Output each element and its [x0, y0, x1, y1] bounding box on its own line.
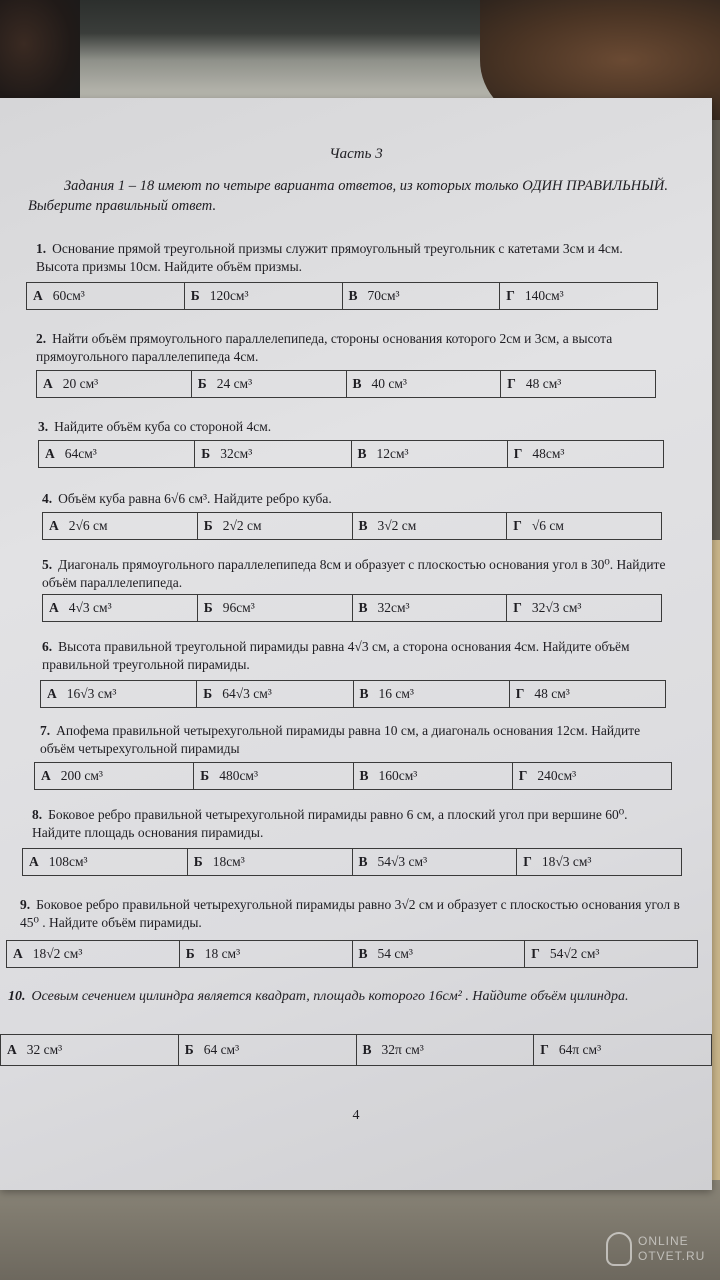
answer-option-v[interactable]: В 160см³	[354, 763, 513, 789]
question-text: Осевым сечением цилиндра является квадрат, площадь которого 16см² . Найдите объём цилиндра.	[31, 989, 629, 1004]
worksheet-page	[0, 98, 712, 1190]
answer-option-a[interactable]: А 18√2 см³	[7, 941, 180, 967]
answer-option-v[interactable]: В 70см³	[343, 283, 501, 309]
answer-row-3	[38, 440, 664, 468]
answer-option-g[interactable]: Г 240см³	[518, 768, 577, 783]
answer-option-a[interactable]: А 20 см³	[37, 371, 192, 397]
question-number: 6.	[42, 639, 53, 654]
answer-option-b[interactable]: Б 18 см³	[180, 941, 353, 967]
answer-option-v[interactable]: В 12см³	[352, 441, 508, 467]
answer-option-b[interactable]: Б 480см³	[194, 763, 353, 789]
answer-option-b[interactable]: Б 32см³	[195, 441, 351, 467]
question-10	[8, 988, 702, 1006]
answer-option-b[interactable]: Б 120см³	[185, 283, 343, 309]
answer-row-1	[26, 282, 658, 310]
question-number: 1.	[36, 241, 47, 256]
answer-option-b[interactable]: Б 24 см³	[192, 371, 347, 397]
question-text: Боковое ребро правильной четырехугольной пирамиды равно 3√2 см и образует с плоскостью основания угол в 45⁰ . Найдите объём пирамиды.	[20, 897, 680, 930]
answer-option-g[interactable]: Г 54√2 см³	[531, 946, 600, 961]
answer-option-g[interactable]: Г 48см³	[513, 446, 565, 461]
background-person-left	[0, 0, 80, 110]
question-text: Основание прямой треугольной призмы служит прямоугольный треугольник с катетами 3см и 4см. Высота призмы 10см. Найдите объём призмы.	[36, 241, 623, 274]
answer-option-a[interactable]: А 2√6 см	[43, 513, 198, 539]
answer-row-5	[42, 594, 662, 622]
answer-row-7	[34, 762, 672, 790]
question-6	[42, 638, 672, 674]
question-number: 3.	[38, 419, 49, 434]
answer-option-v[interactable]: В 3√2 см	[353, 513, 508, 539]
question-5	[42, 556, 666, 592]
answer-row-10	[0, 1034, 712, 1066]
answer-row-9	[6, 940, 698, 968]
answer-option-b[interactable]: Б 64 см³	[179, 1035, 357, 1065]
question-3	[38, 418, 668, 436]
question-7	[40, 722, 670, 758]
question-number: 7.	[40, 723, 51, 738]
answer-option-g[interactable]: Г √6 см	[513, 518, 564, 533]
answer-row-2	[36, 370, 656, 398]
answer-option-b[interactable]: Б 2√2 см	[198, 513, 353, 539]
question-text: Диагональ прямоугольного параллелепипеда 8см и образует с плоскостью основания угол в 30⁰. Найдите объём параллелепипеда.	[42, 557, 666, 590]
answer-option-a[interactable]: А 32 см³	[1, 1035, 179, 1065]
answer-option-g[interactable]: Г 18√3 см³	[523, 854, 592, 869]
answer-option-v[interactable]: В 54 см³	[353, 941, 526, 967]
question-8	[32, 806, 670, 842]
question-text: Высота правильной треугольной пирамиды равна 4√3 см, а сторона основания 4см. Найдите объём правильной треугольной пирамиды.	[42, 639, 630, 672]
question-number: 10.	[8, 989, 26, 1004]
answer-option-v[interactable]: В 32π см³	[357, 1035, 535, 1065]
watermark	[606, 1224, 716, 1274]
answer-option-a[interactable]: А 60см³	[27, 283, 185, 309]
question-number: 9.	[20, 897, 31, 912]
answer-option-b[interactable]: Б 96см³	[198, 595, 353, 621]
question-text: Апофема правильной четырехугольной пирамиды равна 10 см, а диагональ основания 12см. Найдите объём четырехугольной пирамиды	[40, 723, 641, 756]
answer-option-b[interactable]: Б 64√3 см³	[197, 681, 353, 707]
answer-option-v[interactable]: В 16 см³	[354, 681, 510, 707]
answer-option-v[interactable]: В 40 см³	[347, 371, 502, 397]
answer-option-a[interactable]: А 16√3 см³	[41, 681, 197, 707]
answer-option-g[interactable]: Г 48 см³	[507, 376, 562, 391]
watermark-text: ONLINE OTVET.RU	[638, 1234, 706, 1263]
answer-row-6	[40, 680, 666, 708]
answer-option-a[interactable]: А 64см³	[39, 441, 195, 467]
page-number: 4	[352, 1108, 360, 1123]
answer-option-a[interactable]: А 4√3 см³	[43, 595, 198, 621]
question-4	[42, 490, 672, 508]
answer-option-a[interactable]: А 108см³	[23, 849, 188, 875]
question-text: Объём куба равна 6√6 см³. Найдите ребро куба.	[58, 491, 332, 506]
question-2	[36, 330, 666, 366]
question-number: 2.	[36, 331, 47, 346]
answer-option-g[interactable]: Г 64π см³	[540, 1042, 602, 1057]
question-number: 5.	[42, 557, 53, 572]
answer-option-v[interactable]: В 54√3 см³	[353, 849, 518, 875]
answer-row-8	[22, 848, 682, 876]
answer-option-b[interactable]: Б 18см³	[188, 849, 353, 875]
instructions: Задания 1 – 18 имеют по четыре варианта ответов, из которых только ОДИН ПРАВИЛЬНЫЙ. Выберите правильный ответ.	[28, 178, 668, 214]
answer-row-4	[42, 512, 662, 540]
lightbulb-icon	[606, 1232, 632, 1266]
part-title: Часть 3	[329, 146, 383, 162]
answer-option-g[interactable]: Г 32√3 см³	[513, 600, 582, 615]
question-number: 4.	[42, 491, 53, 506]
answer-option-v[interactable]: В 32см³	[353, 595, 508, 621]
question-text: Боковое ребро правильной четырехугольной пирамиды равно 6 см, а плоский угол при вершине 60⁰. Найдите площадь основания пирамиды.	[32, 807, 628, 840]
question-1	[36, 240, 666, 276]
question-9	[20, 896, 680, 932]
answer-option-g[interactable]: Г 48 см³	[515, 686, 570, 701]
question-text: Найти объём прямоугольного параллелепипеда, стороны основания которого 2см и 3см, а высота прямоугольного параллелепипеда 4см.	[36, 331, 613, 364]
answer-option-g[interactable]: Г 140см³	[506, 288, 564, 303]
question-text: Найдите объём куба со стороной 4см.	[54, 419, 272, 434]
question-number: 8.	[32, 807, 43, 822]
answer-option-a[interactable]: А 200 см³	[35, 763, 194, 789]
